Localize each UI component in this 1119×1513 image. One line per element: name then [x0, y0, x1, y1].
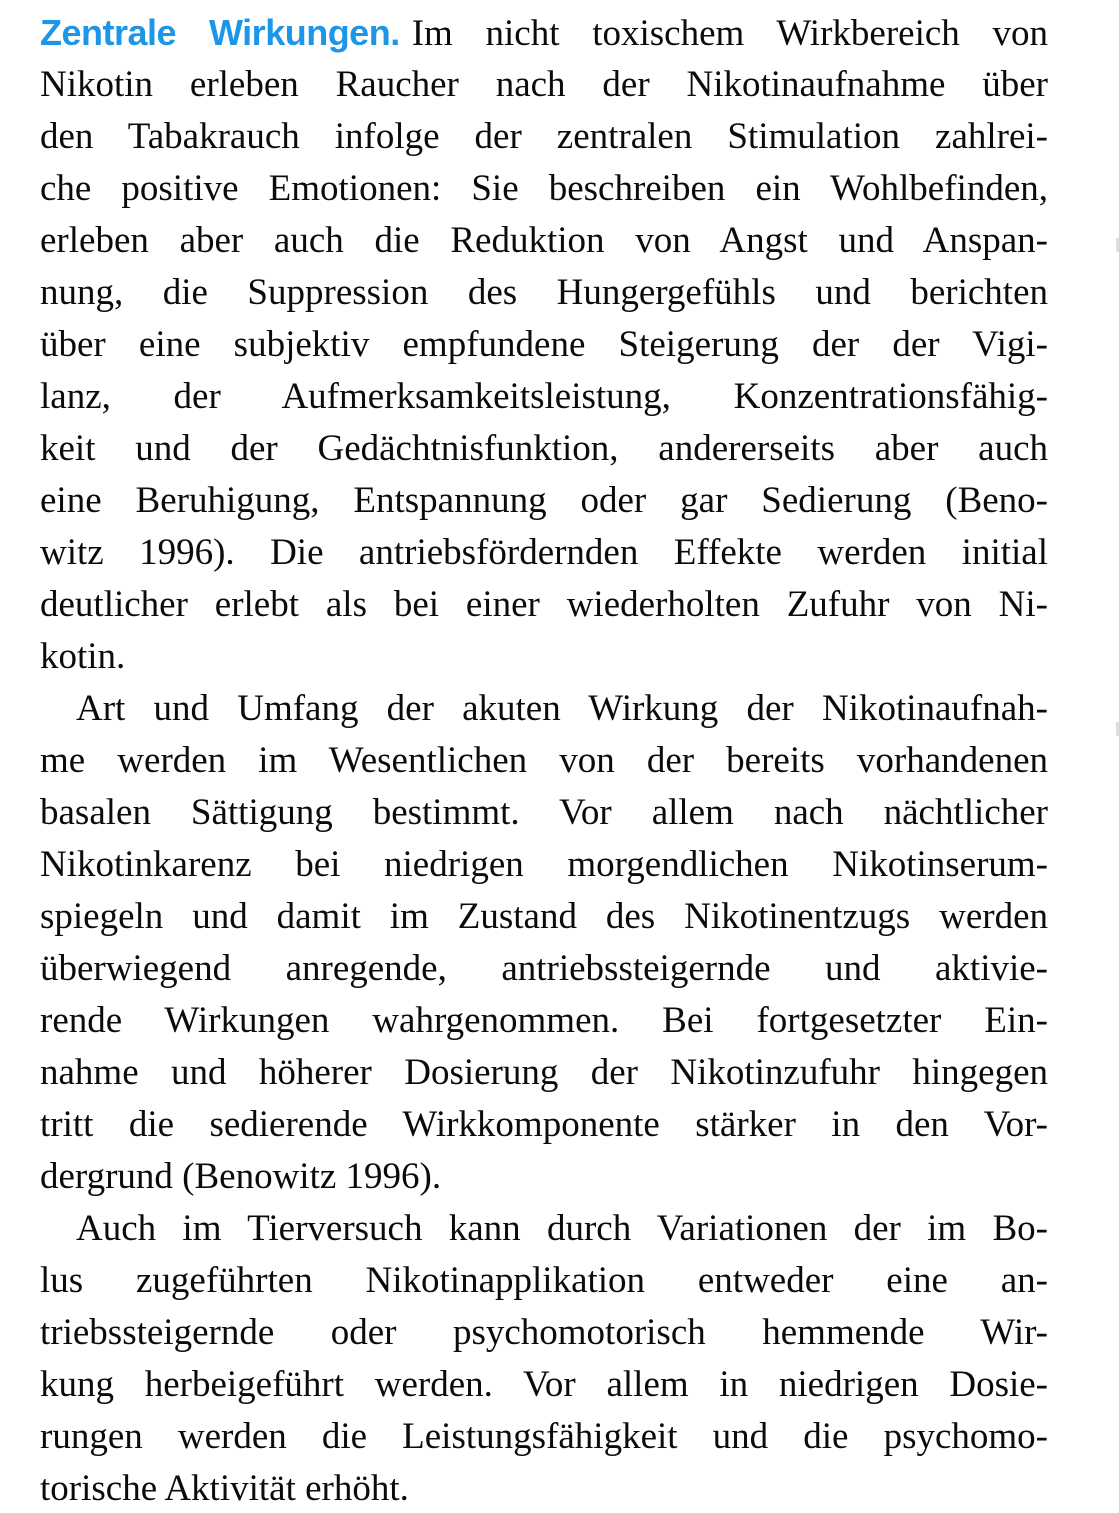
text-line: tritt die sedierende Wirkkomponente stärker in den Vor-: [40, 1104, 1048, 1145]
text-line: torische Aktivität erhöht.: [40, 1468, 409, 1509]
text-line: nahme und höherer Dosierung der Nikotinzufuhr hingegen: [40, 1052, 1048, 1093]
text-line: über eine subjektiv empfundene Steigerung der der Vigi-: [40, 324, 1048, 365]
text-line: nung, die Suppression des Hungergefühls und berichten: [40, 272, 1048, 313]
text-line: kotin.: [40, 636, 126, 677]
text-line: spiegeln und damit im Zustand des Nikotinentzugs werden: [40, 896, 1048, 937]
text-line: lus zugeführten Nikotinapplikation entweder eine an-: [40, 1260, 1048, 1301]
text-line: keit und der Gedächtnisfunktion, andererseits aber auch: [40, 428, 1048, 469]
text-line: triebssteigernde oder psychomotorisch hemmende Wir-: [40, 1312, 1048, 1353]
text-line: Art und Umfang der akuten Wirkung der Nikotinaufnah-: [76, 688, 1048, 729]
section-heading: Zentrale Wirkungen.: [40, 12, 400, 53]
text-line: rungen werden die Leistungsfähigkeit und die psychomo-: [40, 1416, 1048, 1457]
text-line: deutlicher erlebt als bei einer wiederholten Zufuhr von Ni-: [40, 584, 1048, 625]
text-line: rende Wirkungen wahrgenommen. Bei fortgesetzter Ein-: [40, 1000, 1048, 1041]
text-line: me werden im Wesentlichen von der bereits vorhandenen: [40, 740, 1048, 781]
text-line: che positive Emotionen: Sie beschreiben ein Wohlbefinden,: [40, 168, 1048, 209]
text-line: Nikotinkarenz bei niedrigen morgendlichen Nikotinserum-: [40, 844, 1048, 885]
text-line: überwiegend anregende, antriebssteigernde und aktivie-: [40, 948, 1048, 989]
page-text: [40, 7, 1048, 1513]
text-line: dergrund (Benowitz 1996).: [40, 1156, 442, 1197]
text-line-content: Im nicht toxischem Wirkbereich von: [411, 13, 1048, 54]
text-line: Nikotin erleben Raucher nach der Nikotinaufnahme über: [40, 64, 1048, 105]
text-line: lanz, der Aufmerksamkeitsleistung, Konzentrationsfähig-: [40, 376, 1048, 417]
text-line: basalen Sättigung bestimmt. Vor allem nach nächtlicher: [40, 792, 1048, 833]
text-line: eine Beruhigung, Entspannung oder gar Sedierung (Beno-: [40, 480, 1048, 521]
text-line: erleben aber auch die Reduktion von Angst und Anspan-: [40, 220, 1048, 261]
text-line: [40, 7, 1048, 59]
text-line: den Tabakrauch infolge der zentralen Stimulation zahlrei-: [40, 116, 1048, 157]
text-line: Auch im Tierversuch kann durch Variationen der im Bo-: [76, 1208, 1048, 1249]
text-line: witz 1996). Die antriebsfördernden Effekte werden initial: [40, 532, 1048, 573]
text-line: kung herbeigeführt werden. Vor allem in niedrigen Dosie-: [40, 1364, 1048, 1405]
